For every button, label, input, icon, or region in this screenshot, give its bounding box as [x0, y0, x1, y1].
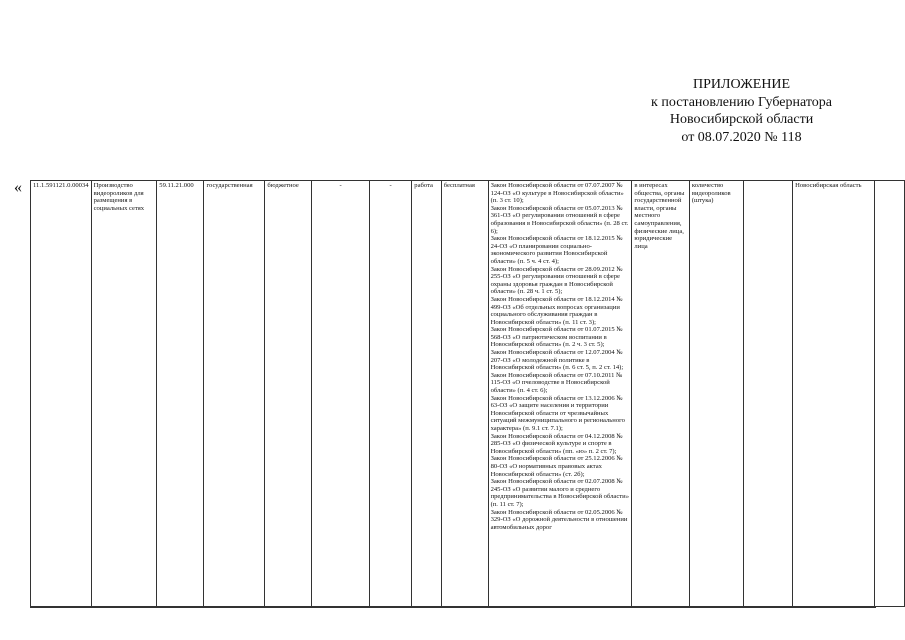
measure-cell: количество видеороликов (штука)	[689, 181, 743, 607]
dash-cell-2: -	[370, 181, 412, 607]
empty-cell-2	[874, 181, 904, 607]
dash-cell-1: -	[312, 181, 370, 607]
consumers-cell: в интересах общества, органы государственной власти, органы местного самоуправления, физические лица, юридические лица	[632, 181, 689, 607]
header-date-number: от 08.07.2020 № 118	[681, 129, 802, 145]
service-code: 11.1.591121.0.00034	[31, 181, 92, 607]
kind-cell: работа	[412, 181, 441, 607]
okpd-code: 59.11.21.000	[157, 181, 204, 607]
opening-quote: «	[14, 179, 22, 196]
document-header	[651, 76, 832, 146]
header-subtitle: к постановлению Губернатора	[651, 94, 832, 110]
legal-basis-cell: Закон Новосибирской области от 07.07.2007 № 124-ОЗ «О культуре в Новосибирской области» (п. 3 ст. 10); Закон Новосибирской области от 05.07.2013 № 361-ОЗ «О регулировании отношений в сфере образования в Новосибирской области» (п. 28 ст. 6); Закон Новосибирской области от 18.12.2015 № 24-ОЗ «О планировании социально-экономического развития Новосибирской области» (п. 5 ч. 4 ст. 4); Закон Новосибирской области от 28.09.2012 № 255-ОЗ «О регулировании отношений в сфере охраны здоровья граждан в Новосибирской области» (п. 28 ч. 1 ст. 5); Закон Новосибирской области от 18.12.2014 № 499-ОЗ «Об отдельных вопросах организации социального обслуживания граждан в Новосибирской области» (п. 11 ст. 3); Закон Новосибирской области от 01.07.2015 № 568-ОЗ «О патриотическом воспитании в Новосибирской области» (п. 2 ч. 3 ст. 5); Закон Новосибирской области от 12.07.2004 № 207-ОЗ «О молодежной политике в Новосибирской области» (п. 6 ст. 5, п. 2 ст. 14); Закон Новосибирской области от 07.10.2011 № 115-ОЗ «О пчеловодстве в Новосибирской области» (п. 4 ст. 6); Закон Новосибирской области от 13.12.2006 № 63-ОЗ «О защите населения и территории Новосибирской области от чрезвычайных ситуаций межмуниципального и регионального характера» (п. 9.1 ст. 7.1); Закон Новосибирской области от 04.12.2008 № 285-ОЗ «О физической культуре и спорте в Новосибирской области» (пп. «ю» п. 2 ст. 7); Закон Новосибирской области от 25.12.2006 № 80-ОЗ «О нормативных правовых актах Новосибирской области» (ст. 2б); Закон Новосибирской области от 02.07.2008 № 245-ОЗ «О развитии малого и среднего предпринимательства в Новосибирской области» (п. 11 ст. 7); Закон Новосибирской области от 02.05.2006 № 329-ОЗ «О дорожной деятельности в отношении автомобильных дорог	[488, 181, 632, 607]
ownership-cell: государственная	[204, 181, 265, 607]
service-name: Производство видеороликов для размещения в социальных сетях	[91, 181, 157, 607]
header-title: ПРИЛОЖЕНИЕ	[692, 77, 791, 92]
table-bottom-border	[30, 607, 876, 608]
price-cell: бесплатная	[441, 181, 488, 607]
registry-table	[30, 180, 905, 607]
table-row	[31, 181, 905, 607]
region-cell: Новосибирская область	[793, 181, 874, 607]
empty-cell-1	[743, 181, 792, 607]
header-region: Новосибирской области	[669, 112, 814, 127]
funding-cell: бюджетное	[265, 181, 312, 607]
